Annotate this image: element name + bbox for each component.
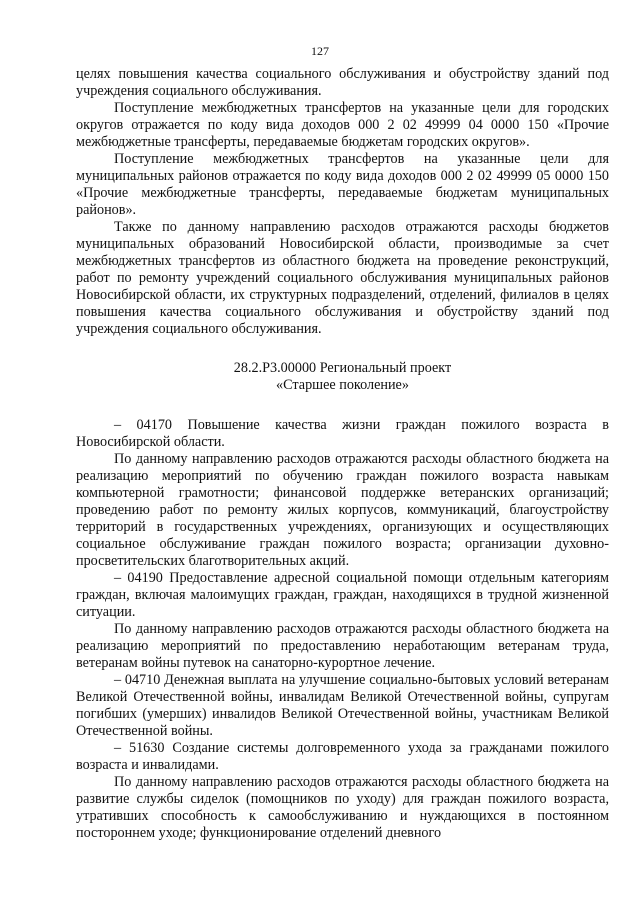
paragraph-bottom-3: По данному направлению расходов отражаются расходы областного бюджета на реализацию мероприятий по предоставлению неработающим ветеранам труда, ветеранам войны путевок на санаторно-курортное лечение. — [76, 621, 609, 671]
paragraph-bottom-1: По данному направлению расходов отражаются расходы областного бюджета на реализацию мероприятий по обучению граждан пожилого возраста навыкам компьютерной грамотности; финансовой поддержке ветеранских организаций; проведению работ по ремонту жилых корпусов, коммуникаций, благоустройству территорий в государственных учреждениях, организующих и осуществляющих социальное обслуживание граждан пожилого возраста; организации духовно-просветительских благотворительных акций. — [76, 451, 609, 569]
paragraph-bottom-2: – 04190 Предоставление адресной социальной помощи отдельным категориям граждан, включая малоимущих граждан, граждан, находящихся в трудной жизненной ситуации. — [76, 570, 609, 620]
section-heading-code: 28.2.P3.00000 Региональный проект — [233, 360, 452, 376]
document-body — [76, 66, 609, 842]
section-heading — [76, 360, 609, 394]
page-number: 127 — [311, 44, 329, 58]
paragraph-top-3: Также по данному направлению расходов отражаются расходы бюджетов муниципальных образований Новосибирской области, производимые за счет межбюджетных трансфертов из областного бюджета на проведение реконструкций, работ по ремонту учреждений социального обслуживания муниципальных районов Новосибирской области, их структурных подразделений, отделений, филиалов в целях повышения качества социального обслуживания и обустройству зданий под учреждения социального обслуживания. — [76, 219, 609, 337]
paragraph-top-2: Поступление межбюджетных трансфертов на указанные цели для муниципальных районов отражается по коду вида доходов 000 2 02 49999 05 0000 150 «Прочие межбюджетные трансферты, передаваемые бюджетам муниципальных районов». — [76, 151, 609, 218]
paragraph-top-0: целях повышения качества социального обслуживания и обустройству зданий под учреждения социального обслуживания. — [76, 66, 609, 99]
paragraph-bottom-5: – 51630 Создание системы долговременного ухода за гражданами пожилого возраста и инвалидами. — [76, 740, 609, 773]
paragraph-bottom-6: По данному направлению расходов отражаются расходы областного бюджета на развитие службы сиделок (помощников по уходу) для граждан пожилого возраста, утративших способность к самообслуживанию и нуждающихся в постоянном постороннем уходе; функционирование отделений дневного — [76, 774, 609, 841]
paragraph-bottom-0: – 04170 Повышение качества жизни граждан пожилого возраста в Новосибирской области. — [76, 417, 609, 450]
paragraph-bottom-4: – 04710 Денежная выплата на улучшение социально-бытовых условий ветеранам Великой Отечественной войны, инвалидам Великой Отечественной войны, супругам погибших (умерших) инвалидов Великой Отечественной войны, участникам Великой Отечественной войны. — [76, 672, 609, 739]
section-heading-title: «Старшее поколение» — [276, 377, 409, 393]
paragraph-top-1: Поступление межбюджетных трансфертов на указанные цели для городских округов отражается по коду вида доходов 000 2 02 49999 04 0000 150 «Прочие межбюджетные трансферты, передаваемые бюджетам городских округов». — [76, 100, 609, 150]
